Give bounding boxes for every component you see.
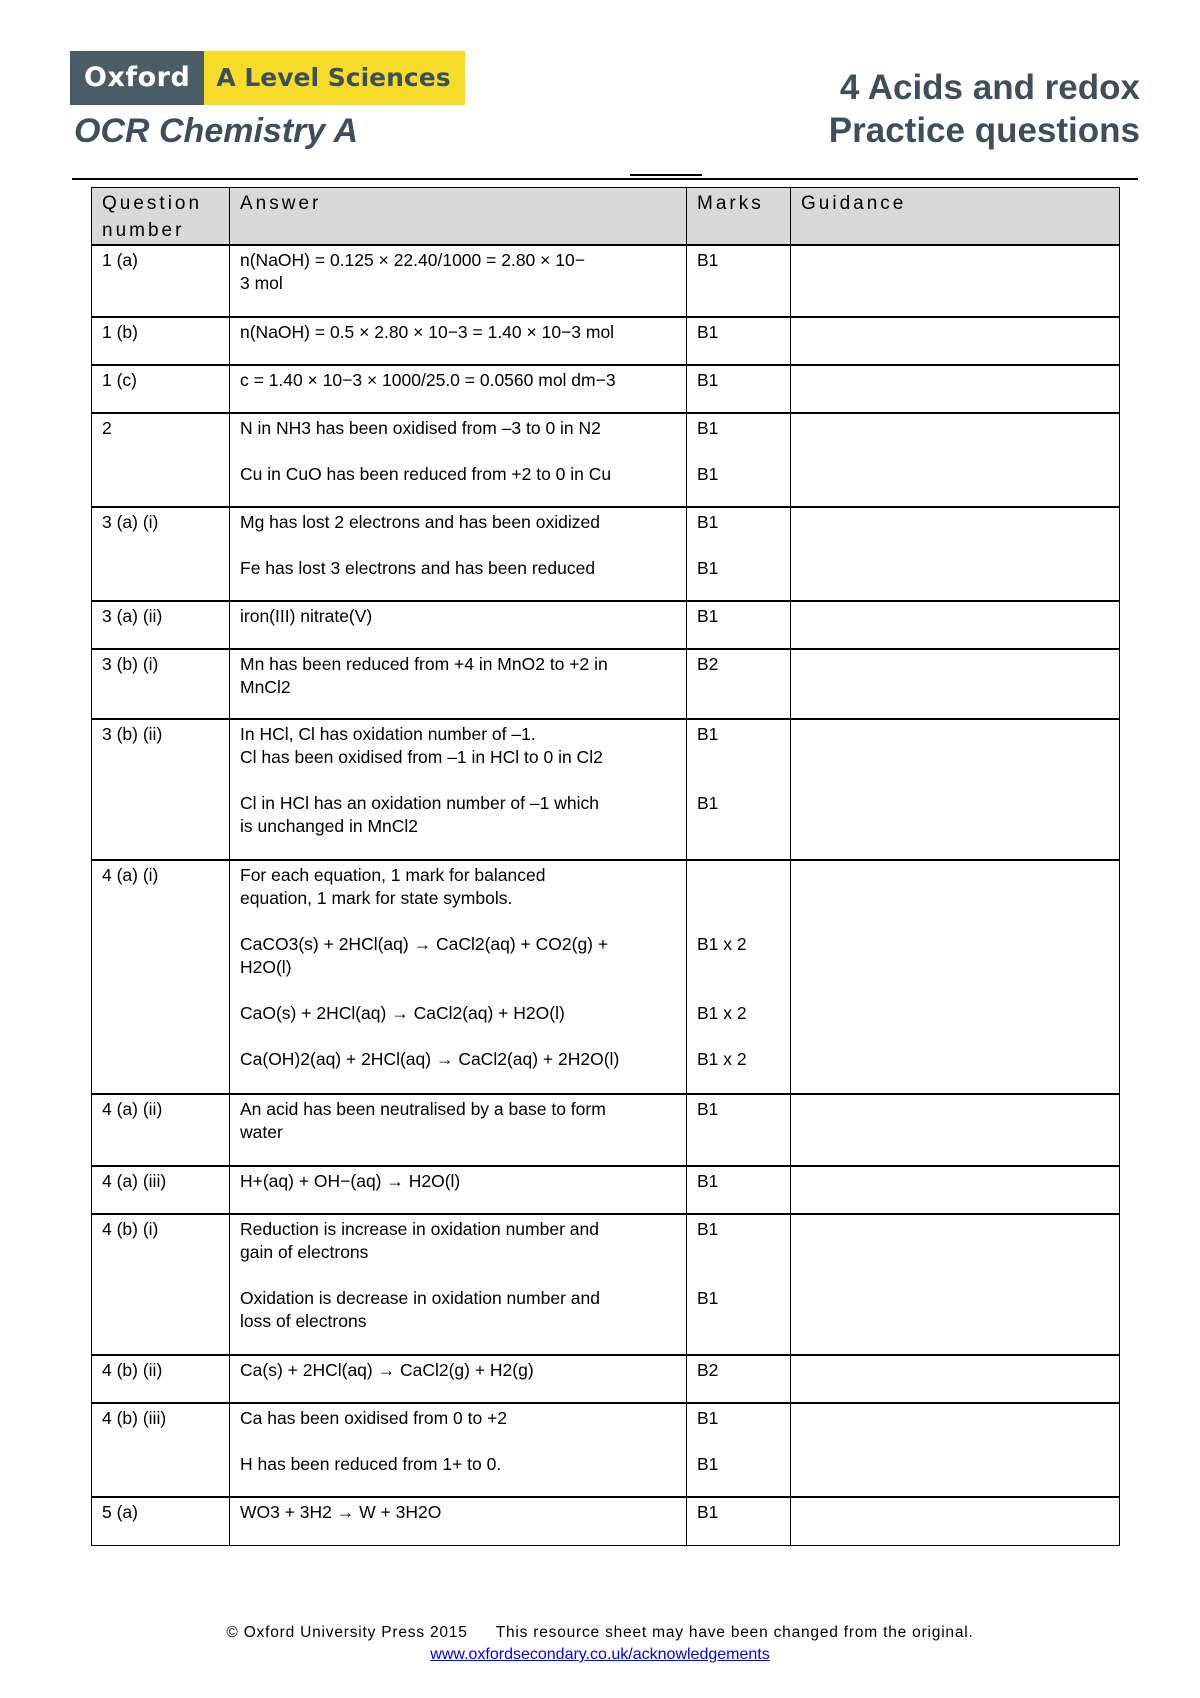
marks-line: B1 — [697, 250, 719, 270]
question-number-cell: 3 (a) (ii) — [92, 601, 230, 649]
table-row — [92, 317, 1120, 365]
answer-line: An acid has been neutralised by a base to form — [240, 1099, 606, 1119]
guidance-cell — [791, 413, 1120, 507]
guidance-cell — [791, 365, 1120, 413]
table-row — [92, 601, 1120, 649]
guidance-cell — [791, 1497, 1120, 1545]
marks-line — [697, 956, 780, 979]
question-number-cell: 4 (a) (i) — [92, 860, 230, 1094]
marks-line: B2 — [697, 1360, 719, 1380]
marks-line: B2 — [697, 654, 719, 674]
guidance-cell — [791, 1214, 1120, 1355]
answer-cell — [230, 1166, 687, 1214]
answer-line: Cl has been oxidised from –1 in HCl to 0 in Cl2 — [240, 747, 603, 767]
marks-cell — [687, 719, 791, 860]
guidance-cell — [791, 245, 1120, 317]
answer-line: Cu in CuO has been reduced from +2 to 0 in Cu — [240, 464, 612, 484]
guidance-cell — [791, 507, 1120, 601]
marks-cell — [687, 601, 791, 649]
table-row — [92, 507, 1120, 601]
answer-cell — [230, 413, 687, 507]
header-divider-accent — [630, 174, 702, 176]
marks-line: B1 — [697, 724, 719, 744]
marks-line — [697, 887, 780, 910]
answer-cell — [230, 601, 687, 649]
page-title-line1: 4 Acids and redox — [839, 68, 1140, 107]
guidance-cell — [791, 1355, 1120, 1403]
marks-line — [697, 534, 780, 557]
marks-line: B1 x 2 — [697, 1003, 747, 1023]
answer-line: Oxidation is decrease in oxidation number and — [240, 1288, 600, 1308]
answer-cell — [230, 1094, 687, 1166]
marks-line: B1 — [697, 558, 719, 578]
oxford-logo — [70, 51, 465, 105]
header-marks: Marks — [687, 188, 791, 246]
marks-line — [697, 979, 780, 1002]
answer-line: is unchanged in MnCl2 — [240, 816, 419, 836]
table-row — [92, 649, 1120, 719]
marks-line — [697, 1310, 780, 1333]
answer-line — [240, 910, 676, 933]
marks-line — [697, 1430, 780, 1453]
answer-line: n(NaOH) = 0.125 × 22.40/1000 = 2.80 × 10− — [240, 250, 585, 270]
answer-line — [240, 1430, 676, 1453]
answer-line: H has been reduced from 1+ to 0. — [240, 1454, 502, 1474]
marks-line — [697, 1264, 780, 1287]
answer-line: CaCO3(s) + 2HCl(aq) → CaCl2(aq) + CO2(g) + — [240, 934, 609, 954]
marks-line — [697, 746, 780, 769]
answer-line: Mg has lost 2 electrons and has been oxidized — [240, 512, 600, 532]
marks-cell — [687, 1214, 791, 1355]
question-number-cell: 4 (b) (i) — [92, 1214, 230, 1355]
marks-line — [697, 864, 780, 887]
question-number-cell: 4 (a) (ii) — [92, 1094, 230, 1166]
answer-line: CaO(s) + 2HCl(aq) → CaCl2(aq) + H2O(l) — [240, 1003, 565, 1023]
marks-line — [697, 1121, 780, 1144]
marks-line — [697, 1025, 780, 1048]
header-guidance: Guidance — [791, 188, 1120, 246]
answer-line: iron(III) nitrate(V) — [240, 606, 373, 626]
marks-line: B1 — [697, 1171, 719, 1191]
answer-cell — [230, 245, 687, 317]
marks-cell — [687, 1403, 791, 1497]
marks-line: B1 — [697, 370, 719, 390]
table-row — [92, 719, 1120, 860]
marks-line — [697, 440, 780, 463]
footer-copyright: © Oxford University Press 2015 — [226, 1624, 468, 1641]
logo-oxford-text: Oxford — [70, 51, 204, 105]
question-number-cell: 4 (b) (iii) — [92, 1403, 230, 1497]
marks-line — [697, 769, 780, 792]
answer-cell — [230, 1355, 687, 1403]
header-answer: Answer — [230, 188, 687, 246]
answer-line — [240, 1025, 676, 1048]
marks-line — [697, 676, 780, 699]
question-number-cell: 1 (b) — [92, 317, 230, 365]
marks-line — [697, 272, 780, 295]
marks-line: B1 — [697, 322, 719, 342]
guidance-cell — [791, 317, 1120, 365]
question-number-cell: 1 (a) — [92, 245, 230, 317]
answer-cell — [230, 317, 687, 365]
table-row — [92, 860, 1120, 1094]
answer-line: Cl in HCl has an oxidation number of –1 which — [240, 793, 599, 813]
answer-line — [240, 440, 676, 463]
marks-cell — [687, 245, 791, 317]
answer-cell — [230, 860, 687, 1094]
table-row — [92, 1094, 1120, 1166]
page-title — [829, 66, 1140, 152]
marks-cell — [687, 507, 791, 601]
marks-line: B1 x 2 — [697, 1049, 747, 1069]
table-row — [92, 1214, 1120, 1355]
answers-table — [91, 187, 1120, 1546]
logo-sciences-text: A Level Sciences — [204, 51, 464, 105]
table-row — [92, 1166, 1120, 1214]
question-number-cell: 4 (b) (ii) — [92, 1355, 230, 1403]
answer-line: loss of electrons — [240, 1311, 367, 1331]
answer-line: Ca(OH)2(aq) + 2HCl(aq) → CaCl2(aq) + 2H2O(l) — [240, 1049, 620, 1069]
table-row — [92, 365, 1120, 413]
answer-line: gain of electrons — [240, 1242, 369, 1262]
marks-line: B1 — [697, 793, 719, 813]
answer-line: WO3 + 3H2 → W + 3H2O — [240, 1502, 442, 1522]
question-number-cell: 3 (a) (i) — [92, 507, 230, 601]
page-title-line2: Practice questions — [828, 111, 1140, 150]
answer-line — [240, 769, 676, 792]
marks-line: B1 — [697, 464, 719, 484]
footer-notice: This resource sheet may have been changed from the original. — [495, 1624, 974, 1641]
table-row — [92, 413, 1120, 507]
answer-cell — [230, 507, 687, 601]
marks-cell — [687, 1094, 791, 1166]
marks-cell — [687, 317, 791, 365]
answer-line: 3 mol — [240, 273, 283, 293]
guidance-cell — [791, 1094, 1120, 1166]
marks-cell — [687, 413, 791, 507]
answer-cell — [230, 649, 687, 719]
marks-line — [697, 815, 780, 838]
answer-line: For each equation, 1 mark for balanced — [240, 865, 546, 885]
marks-line: B1 — [697, 1408, 719, 1428]
answer-line: c = 1.40 × 10−3 × 1000/25.0 = 0.0560 mol dm−3 — [240, 370, 616, 390]
answers-table-body — [92, 245, 1120, 1545]
table-row — [92, 1497, 1120, 1545]
guidance-cell — [791, 1166, 1120, 1214]
answer-line — [240, 534, 676, 557]
answer-cell — [230, 719, 687, 860]
marks-line: B1 — [697, 606, 719, 626]
marks-cell — [687, 1166, 791, 1214]
answer-line: Ca(s) + 2HCl(aq) → CaCl2(g) + H2(g) — [240, 1360, 534, 1380]
header-question-number: Question number — [92, 188, 230, 246]
answer-line: Mn has been reduced from +4 in MnO2 to +2 in — [240, 654, 608, 674]
marks-cell — [687, 649, 791, 719]
answer-line — [240, 1264, 676, 1287]
answer-line: Reduction is increase in oxidation number and — [240, 1219, 599, 1239]
table-row — [92, 1403, 1120, 1497]
marks-line: B1 — [697, 1219, 719, 1239]
guidance-cell — [791, 601, 1120, 649]
answer-line: In HCl, Cl has oxidation number of –1. — [240, 724, 536, 744]
answer-line: water — [240, 1122, 283, 1142]
marks-line: B1 — [697, 512, 719, 532]
answer-line: n(NaOH) = 0.5 × 2.80 × 10−3 = 1.40 × 10−3 mol — [240, 322, 615, 342]
guidance-cell — [791, 649, 1120, 719]
answer-line: N in NH3 has been oxidised from –3 to 0 in N2 — [240, 418, 601, 438]
question-number-cell: 3 (b) (ii) — [92, 719, 230, 860]
answer-line: MnCl2 — [240, 677, 291, 697]
answer-cell — [230, 1403, 687, 1497]
subject-title: OCR Chemistry A — [74, 112, 359, 150]
answer-line: H+(aq) + OH−(aq) → H2O(l) — [240, 1171, 461, 1191]
marks-line: B1 — [697, 1454, 719, 1474]
question-number-cell: 3 (b) (i) — [92, 649, 230, 719]
marks-line: B1 — [697, 1502, 719, 1522]
question-number-cell: 5 (a) — [92, 1497, 230, 1545]
guidance-cell — [791, 860, 1120, 1094]
question-number-cell: 2 — [92, 413, 230, 507]
answer-cell — [230, 1214, 687, 1355]
marks-line: B1 — [697, 1099, 719, 1119]
answer-line: H2O(l) — [240, 957, 292, 977]
marks-cell — [687, 860, 791, 1094]
marks-line: B1 x 2 — [697, 934, 747, 954]
marks-line — [697, 910, 780, 933]
marks-cell — [687, 1497, 791, 1545]
answer-line: Ca has been oxidised from 0 to +2 — [240, 1408, 508, 1428]
guidance-cell — [791, 719, 1120, 860]
acknowledgements-link[interactable]: www.oxfordsecondary.co.uk/acknowledgements — [430, 1646, 770, 1663]
question-number-cell: 1 (c) — [92, 365, 230, 413]
guidance-cell — [791, 1403, 1120, 1497]
marks-line: B1 — [697, 418, 719, 438]
answer-line: Fe has lost 3 electrons and has been reduced — [240, 558, 596, 578]
table-header-row — [92, 188, 1120, 246]
answer-cell — [230, 365, 687, 413]
footer — [0, 1622, 1200, 1666]
answer-line — [240, 979, 676, 1002]
question-number-cell: 4 (a) (iii) — [92, 1166, 230, 1214]
marks-line: B1 — [697, 1288, 719, 1308]
marks-cell — [687, 365, 791, 413]
marks-cell — [687, 1355, 791, 1403]
header-divider — [72, 178, 1138, 180]
marks-line — [697, 1241, 780, 1264]
table-row — [92, 245, 1120, 317]
table-row — [92, 1355, 1120, 1403]
answer-cell — [230, 1497, 687, 1545]
answer-line: equation, 1 mark for state symbols. — [240, 888, 513, 908]
